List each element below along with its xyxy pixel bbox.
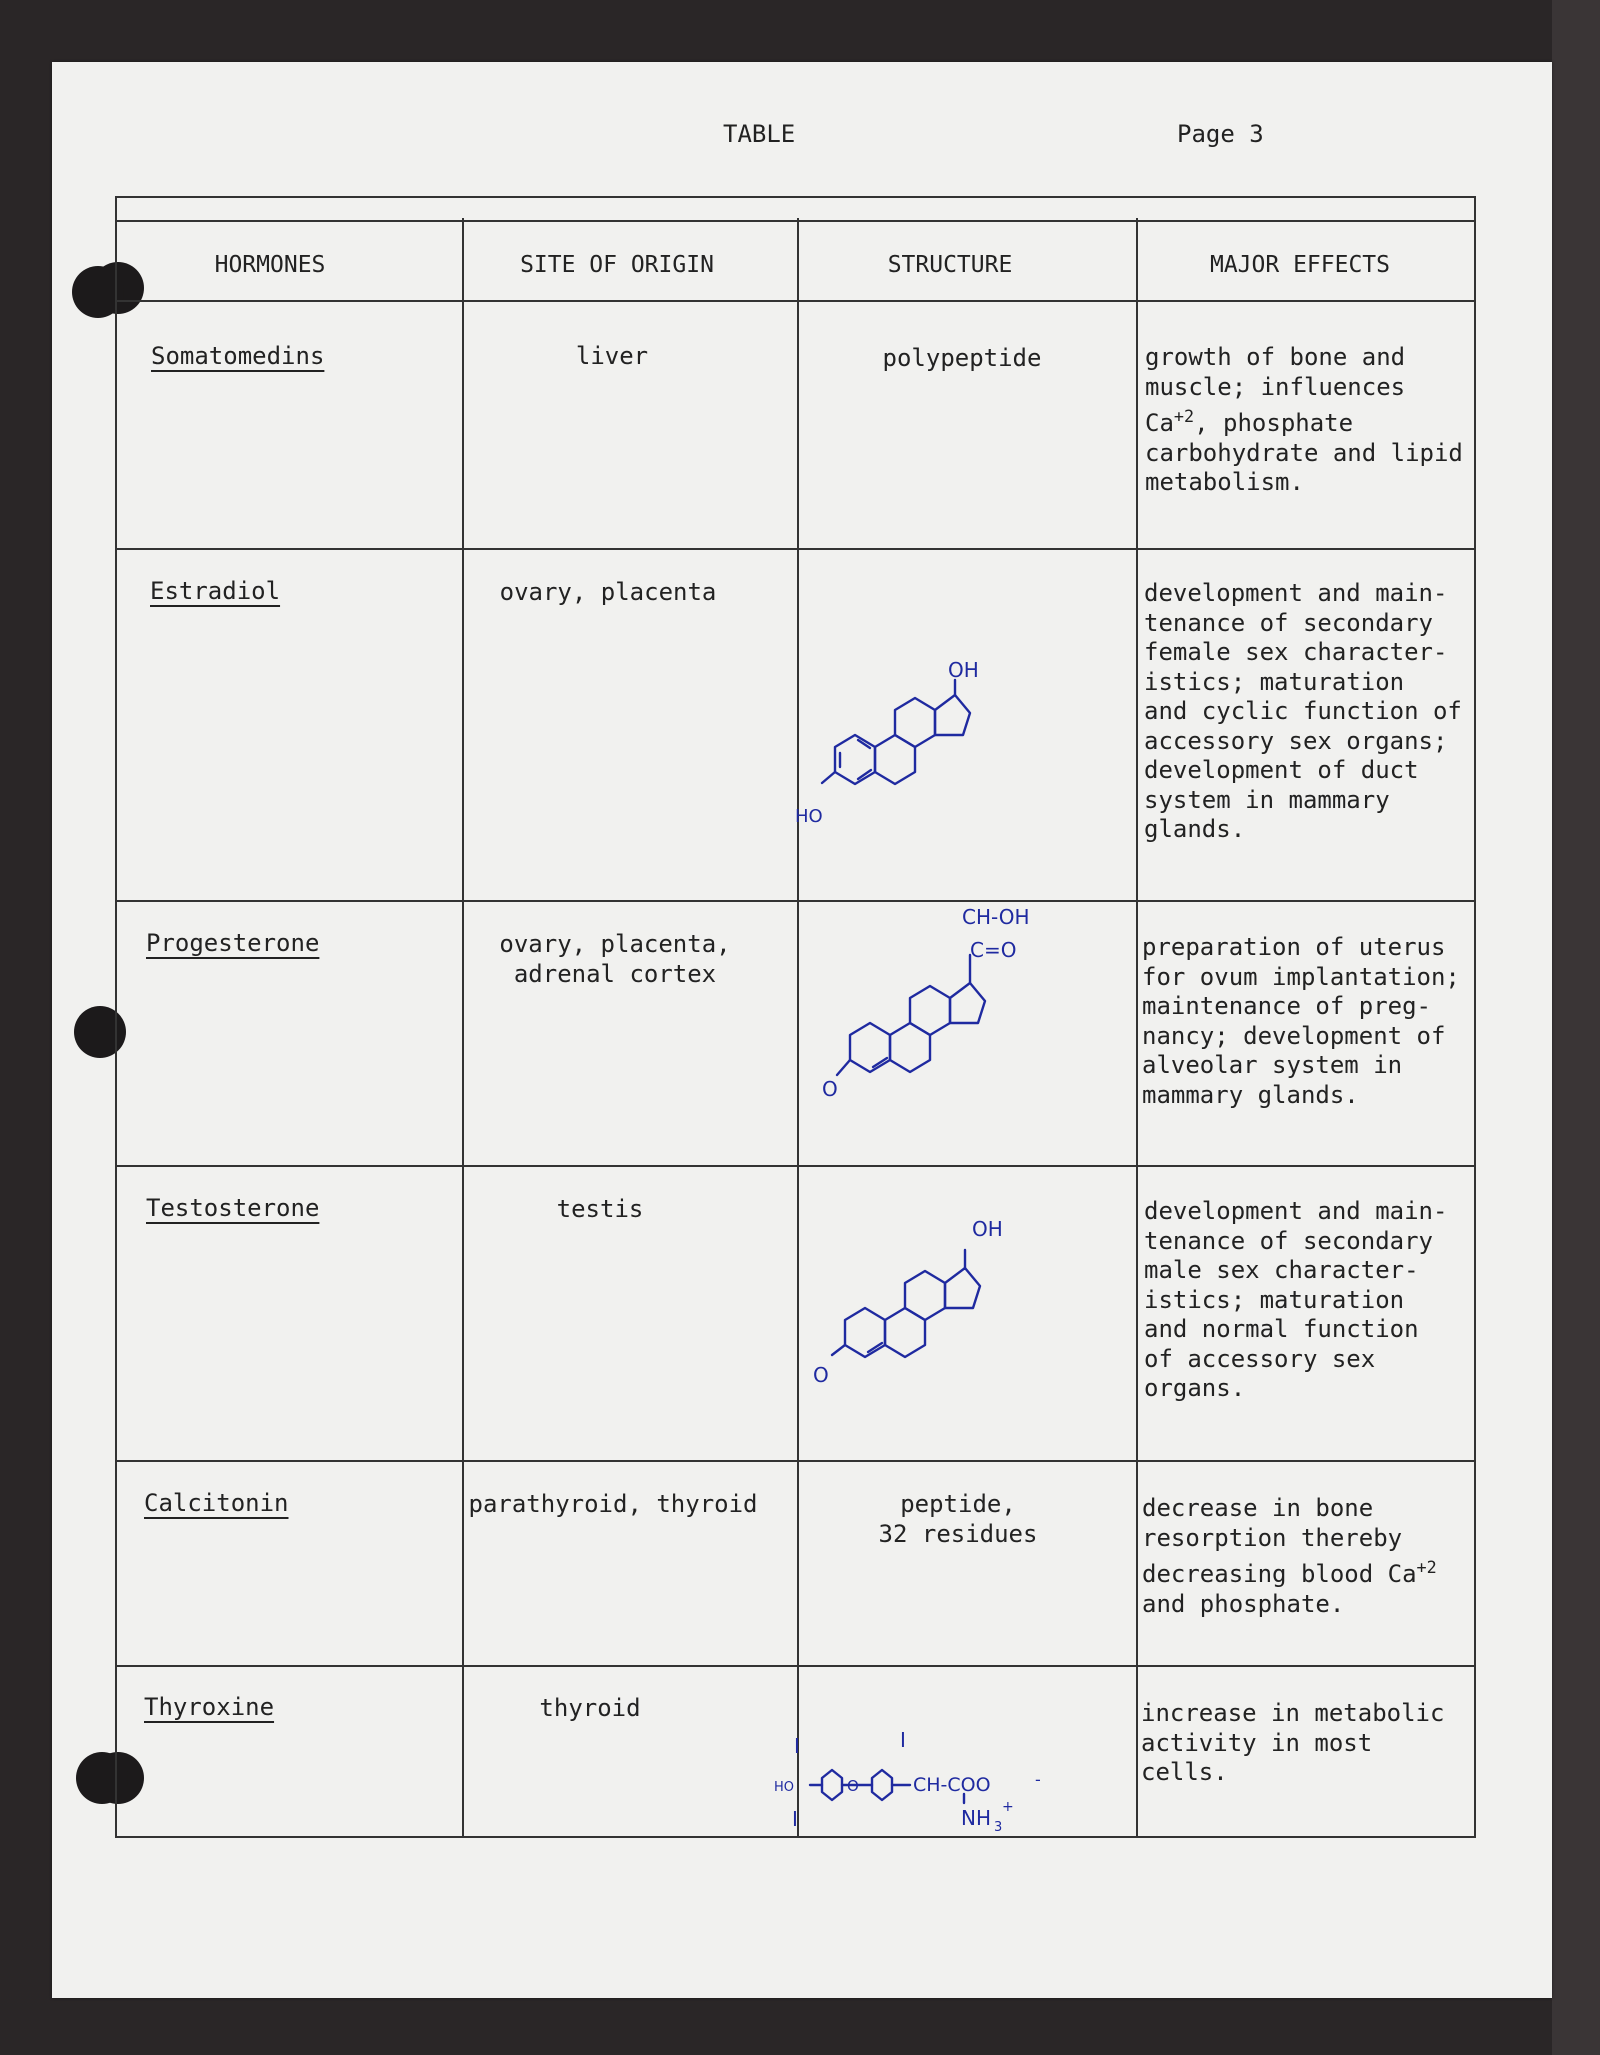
site-of-origin: ovary, placenta, adrenal cortex bbox=[499, 930, 731, 988]
progesterone-structure-drawing bbox=[815, 905, 1055, 1115]
iodine-label: I bbox=[792, 1807, 798, 1831]
hormone-name: Somatomedins bbox=[151, 342, 325, 370]
row-divider bbox=[117, 1460, 1474, 1462]
charge-label: - bbox=[1035, 1770, 1041, 1789]
hormone-name: Testosterone bbox=[146, 1194, 320, 1222]
side-chain-label: CH-OH bbox=[962, 905, 1030, 929]
ketone-label: O bbox=[813, 1363, 829, 1387]
carbonyl-label: C=O bbox=[970, 938, 1017, 962]
major-effects: decrease in bone resorption thereby decreasing blood $Ca^{+2}$ and phosphate. bbox=[1142, 1494, 1437, 1618]
testosterone-structure-drawing bbox=[810, 1205, 1030, 1390]
hormone-name: Progesterone bbox=[146, 929, 320, 957]
site-of-origin: parathyroid, thyroid bbox=[468, 1490, 758, 1518]
row-divider bbox=[117, 300, 1474, 302]
site-of-origin: testis bbox=[556, 1195, 644, 1223]
hormone-name: Thyroxine bbox=[144, 1693, 275, 1721]
row-divider bbox=[117, 1665, 1474, 1667]
table-top-border bbox=[117, 196, 1474, 222]
column-header-site: SITE OF ORIGIN bbox=[520, 252, 714, 278]
site-of-origin: liver bbox=[575, 342, 649, 370]
page-number: Page 3 bbox=[1177, 120, 1264, 148]
structure-text: polypeptide bbox=[882, 344, 1042, 372]
row-divider bbox=[117, 900, 1474, 902]
site-of-origin: ovary, placenta bbox=[499, 578, 717, 606]
subscript-label: 3 bbox=[994, 1820, 1003, 1835]
ho-label: HO bbox=[774, 1780, 795, 1795]
iodine-label: I bbox=[900, 1728, 906, 1752]
column-header-structure: STRUCTURE bbox=[887, 252, 1013, 278]
column-divider bbox=[1136, 218, 1138, 1836]
charge-label: + bbox=[1002, 1799, 1014, 1815]
estradiol-structure-drawing bbox=[790, 655, 1010, 835]
hormone-name: Calcitonin bbox=[144, 1489, 289, 1517]
row-divider bbox=[117, 1165, 1474, 1167]
major-effects: growth of bone and muscle; influences $Ca^{+2}$, phosphate carbohydrate and lipid metabolism. bbox=[1145, 343, 1463, 496]
column-divider bbox=[797, 218, 799, 1836]
ketone-label: O bbox=[822, 1077, 838, 1101]
major-effects: development and main- tenance of secondary female sex character- istics; maturation and cyclic function of accessory sex organs; development of duct system in mammary glands. bbox=[1144, 579, 1462, 843]
oh-label: OH bbox=[948, 658, 979, 682]
column-divider bbox=[462, 218, 464, 1836]
row-divider bbox=[117, 548, 1474, 550]
side-chain-label: CH-COO bbox=[913, 1774, 991, 1796]
background-edge bbox=[1552, 0, 1600, 2055]
thyroxine-structure-drawing bbox=[774, 1725, 1100, 1855]
column-header-effects: MAJOR EFFECTS bbox=[1209, 252, 1390, 278]
column-header-hormones: HORMONES bbox=[214, 252, 326, 278]
structure-text: peptide, 32 residues bbox=[878, 1490, 1038, 1548]
oh-label: OH bbox=[972, 1217, 1003, 1241]
ho-label: HO bbox=[795, 806, 823, 827]
hormone-name: Estradiol bbox=[150, 577, 281, 605]
site-of-origin: thyroid bbox=[539, 1694, 641, 1722]
page-heading: TABLE bbox=[723, 120, 796, 148]
major-effects: development and main- tenance of secondary male sex character- istics; maturation and normal function of accessory sex organs. bbox=[1144, 1197, 1448, 1402]
major-effects: increase in metabolic activity in most cells. bbox=[1141, 1699, 1445, 1786]
ether-o-label: O bbox=[847, 1777, 859, 1795]
amine-label: NH bbox=[961, 1806, 991, 1830]
iodine-label: I bbox=[794, 1734, 800, 1758]
major-effects: preparation of uterus for ovum implantation; maintenance of preg- nancy; development of alveolar system in mammary glands. bbox=[1142, 933, 1460, 1109]
